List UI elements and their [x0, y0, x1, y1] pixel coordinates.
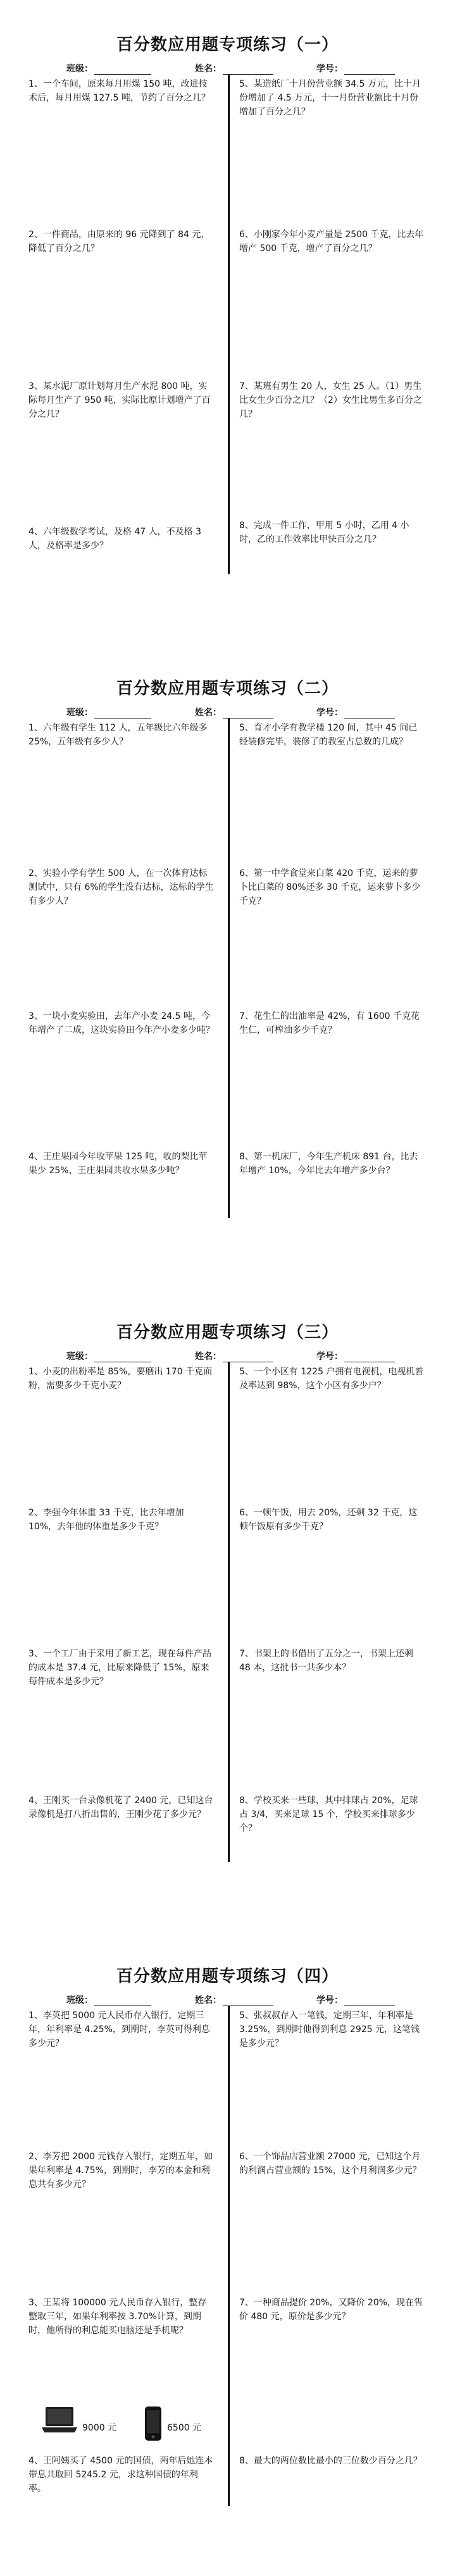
question-1: 1、一个车间，原来每月用煤 150 吨，改进技术后，每月用煤 127.5 吨，节约了百分之几？ — [28, 79, 210, 103]
question-3: 3、王某将 100000 元人民币存入银行，整存整取三年，如果年利率按 3.70%计算，到期时，他所得的利息能买电脑还是手机呢？ — [28, 2298, 207, 2336]
computer-price: 9000 元 — [82, 2423, 117, 2433]
worksheet-title: 百分数应用题专项练习（二） — [116, 679, 339, 698]
column-divider — [228, 75, 230, 574]
question-2: 2、李强今年体重 33 千克，比去年增加 10%，去年他的体重是多少千克？ — [28, 1508, 184, 1532]
question-6: 6、小刚家今年小麦产量是 2500 千克，比去年增产 500 千克，增产了百分之几？ — [239, 230, 424, 254]
question-2: 2、实验小学有学生 500 人，在一次体育达标测试中，只有 6%的学生没有达标，达标的学生有多少人？ — [28, 868, 214, 906]
class-label: 班级： — [66, 706, 151, 718]
question-8: 8、完成一件工作，甲用 5 小时，乙用 4 小时，乙的工作效率比甲快百分之几？ — [239, 521, 409, 545]
question-6: 6、一个饰品店营业额 27000 元，已知这个月的利润占营业额的 15%，这个月利润多少元？ — [239, 2152, 421, 2176]
mobile-phone-icon — [144, 2406, 163, 2441]
question-1: 1、六年级有学生 112 人，五年级比六年级多 25%，五年级有多少人？ — [28, 723, 208, 747]
price-images — [41, 2406, 230, 2450]
worksheet-4 — [0, 1932, 455, 2575]
question-1: 1、李英把 5000 元人民币存入银行，定期三年，年利率是 4.25%，到期时，李英可得利息多少元？ — [28, 2011, 210, 2049]
name-label: 姓名： — [195, 1994, 273, 2006]
question-8: 8、学校买来一些球，其中排球占 20%，足球占 3/4，买来足球 15 个，学校买来排球多少个？ — [239, 1796, 418, 1833]
question-6: 6、第一中学食堂来白菜 420 千克，运来的萝卜比白菜的 80%还多 30 千克，运来萝卜多少千克？ — [239, 868, 421, 906]
class-label: 班级： — [66, 62, 151, 75]
question-5: 5、一个小区有 1225 户拥有电视机，电视机普及率达到 98%，这个小区有多少户？ — [239, 1367, 424, 1391]
number-label: 学号： — [316, 1994, 395, 2006]
worksheet-title: 百分数应用题专项练习（一） — [116, 35, 339, 54]
question-1: 1、小麦的出粉率是 85%，要磨出 170 千克面粉，需要多少千克小麦？ — [28, 1367, 213, 1391]
question-5: 5、某造纸厂十月份营业额 34.5 万元，比十月份增加了 4.5 万元，十一月份营业额比十月份增加了百分之几？ — [239, 79, 421, 117]
question-7: 7、某班有男生 20 人，女生 25 人。（1）男生比女生少百分之几？（2）女生比男生多百分之几？ — [239, 381, 422, 419]
question-2: 2、李芳把 2000 元钱存入银行，定期五年，如果年利率是 4.75%，到期时，李芳的本金和利息共有多少元？ — [28, 2152, 213, 2190]
worksheet-title: 百分数应用题专项练习（三） — [116, 1323, 339, 1342]
question-8: 8、最大的两位数比最小的三位数少百分之几？ — [239, 2456, 422, 2466]
question-4: 4、王刚买一台录像机花了 2400 元，已知这台录像机是打八折出售的，王刚少花了多少元？ — [28, 1796, 213, 1820]
name-label: 姓名： — [195, 706, 273, 718]
number-label: 学号： — [316, 706, 395, 718]
question-8: 8、第一机床厂，今年生产机床 891 台，比去年增产 10%，今年比去年增产多少台？ — [239, 1152, 418, 1176]
column-divider — [228, 718, 230, 1218]
question-5: 5、育才小学有教学楼 120 间，其中 45 间已经装修完毕，装修了的教室占总数的几成？ — [239, 723, 418, 747]
question-5: 5、张叔叔存入一笔钱，定期三年，年利率是 3.25%，到期时他得到利息 2925 元，这笔钱是多少元？ — [239, 2011, 420, 2049]
column-divider — [228, 1362, 230, 1862]
question-2: 2、一件商品，由原来的 96 元降到了 84 元，降低了百分之几？ — [28, 230, 210, 254]
class-label: 班级： — [66, 1350, 151, 1362]
question-7: 7、一种商品提价 20%，又降价 20%，现在售价 480 元，原价是多少元？ — [239, 2298, 423, 2322]
question-6: 6、一顿午饭，用去 20%，还剩 32 千克，这顿午饭原有多少千克？ — [239, 1508, 418, 1532]
worksheet-2 — [0, 644, 455, 1288]
number-label: 学号： — [316, 1350, 395, 1362]
question-3: 3、一块小麦实验田，去年产小麦 24.5 吨，今年增产了二成，这块实验田今年产小麦多少吨？ — [28, 1011, 215, 1035]
number-label: 学号： — [316, 62, 395, 75]
class-label: 班级： — [66, 1994, 151, 2006]
question-4: 4、王庄果园今年收苹果 125 吨，收的梨比苹果少 25%，王庄果园共收水果多少吨？ — [28, 1152, 208, 1176]
question-3: 3、某水泥厂原计划每月生产水泥 800 吨，实际每月生产了 950 吨，实际比原计划增产了百分之几？ — [28, 381, 211, 419]
question-3: 3、一个工厂由于采用了新工艺，现在每件产品的成本是 37.4 元，比原来降低了 15%，原来每件成本是多少元？ — [28, 1649, 211, 1687]
name-label: 姓名： — [195, 1350, 273, 1362]
phone-price: 6500 元 — [167, 2423, 202, 2433]
laptop-icon — [41, 2406, 78, 2434]
question-7: 7、花生仁的出油率是 42%，有 1600 千克花生仁，可榨油多少千克？ — [239, 1011, 420, 1035]
question-7: 7、书架上的书借出了五分之一，书架上还剩 48 本，这批书一共多少本？ — [239, 1649, 413, 1673]
name-label: 姓名： — [195, 62, 273, 75]
worksheet-title: 百分数应用题专项练习（四） — [116, 1967, 339, 1986]
worksheet-1 — [0, 0, 455, 644]
worksheet-3 — [0, 1288, 455, 1932]
question-4: 4、王阿姨买了 4500 元的国债，两年后她连本带息共取回 5245.2 元，求这种国债的年利率。 — [28, 2456, 213, 2494]
question-4: 4、六年级数学考试，及格 47 人，不及格 3 人，及格率是多少？ — [28, 527, 201, 551]
